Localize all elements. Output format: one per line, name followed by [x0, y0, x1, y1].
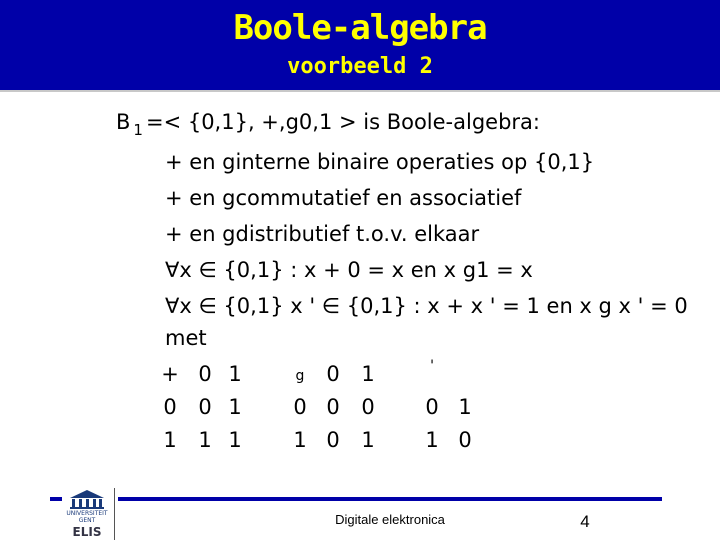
table-cell: 1 [228, 428, 242, 452]
footer-divider [118, 497, 662, 501]
slide-title: Boole-algebra [233, 8, 487, 48]
table-cell: 0 [198, 395, 212, 419]
table-cell: ' [430, 358, 434, 374]
definition-line [116, 110, 540, 139]
table-cell: 0 [458, 428, 472, 452]
table-cell: 1 [361, 428, 375, 452]
table-cell: g [295, 368, 305, 384]
definition-symbol: B [116, 110, 131, 134]
slide-subtitle: voorbeeld 2 [287, 54, 433, 79]
footer-accent-bar [50, 497, 62, 501]
logo-line2: GENT [78, 517, 96, 524]
table-cell: 1 [458, 395, 472, 419]
definition-text: =< {0,1}, +,g0,1 > is Boole-algebra: [145, 110, 540, 134]
table-cell: 0 [326, 395, 340, 419]
table-cell: 1 [198, 428, 212, 452]
page-number: 4 [580, 512, 590, 531]
table-cell: 0 [361, 395, 375, 419]
title-bar [0, 0, 720, 92]
table-cell: 0 [163, 395, 177, 419]
table-cell: 1 [361, 362, 375, 386]
table-cell: 1 [228, 362, 242, 386]
property-line: ∀x ∈ {0,1} : x + 0 = x en x g1 = x [165, 258, 533, 282]
table-cell: 1 [293, 428, 307, 452]
table-cell: 1 [163, 428, 177, 452]
logo-line1: UNIVERSITEIT [66, 510, 108, 517]
table-cell: 0 [425, 395, 439, 419]
table-cell: 0 [326, 428, 340, 452]
table-cell: 1 [228, 395, 242, 419]
footer-title: Digitale elektronica [335, 512, 445, 527]
table-cell: + [161, 362, 179, 386]
footer-separator [114, 488, 115, 540]
logo-line3: ELIS [72, 525, 102, 539]
property-line: + en gdistributief t.o.v. elkaar [165, 222, 480, 246]
property-line: + en gcommutatief en associatief [165, 186, 522, 210]
table-cell: 0 [198, 362, 212, 386]
table-cell: 0 [293, 395, 307, 419]
building-icon [62, 488, 112, 510]
table-cell: 0 [326, 362, 340, 386]
university-logo [62, 488, 112, 540]
property-line: + en ginterne binaire operaties op {0,1} [165, 150, 595, 174]
met-label: met [165, 326, 207, 350]
definition-subscript: 1 [133, 121, 143, 139]
table-cell: 1 [425, 428, 439, 452]
property-line: ∀x ∈ {0,1} x ' ∈ {0,1} : x + x ' = 1 en x g x ' = 0 [165, 294, 688, 318]
